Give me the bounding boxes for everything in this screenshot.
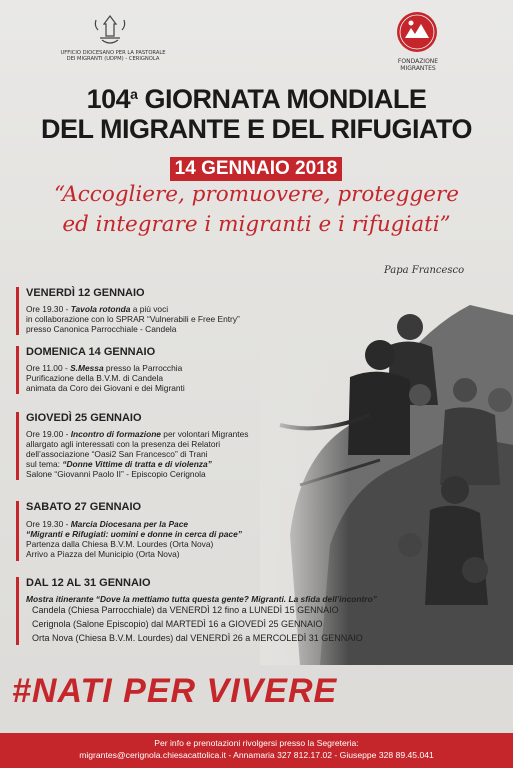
quote-author: Papa Francesco xyxy=(384,265,465,276)
event-line: Purificazione della B.V.M. di Candela xyxy=(26,373,164,383)
event-heading: DAL 12 AL 31 GENNAIO xyxy=(26,577,151,589)
event-line: Ore 19.30 - Tavola rotonda a più voci xyxy=(26,304,169,314)
event-heading: SABATO 27 GENNAIO xyxy=(26,501,142,513)
event-accent-bar xyxy=(16,577,19,645)
diocese-logo-text: UFFICIO DIOCESANO PER LA PASTORALE DEI MIGRANTI (UDPM) - CERIGNOLA xyxy=(60,50,166,62)
event-line: dell’associazione “Oasi2 San Francesco” di Trani xyxy=(26,449,208,459)
diocese-logo-icon xyxy=(90,14,130,48)
event-line: Cerignola (Salone Episcopio) dal MARTEDÌ 16 a GIOVEDÌ 25 GENNAIO xyxy=(32,619,323,629)
event-line: “Migranti e Rifugiati: uomini e donne in cerca di pace” xyxy=(26,529,242,539)
hashtag-slogan: #NATI PER VIVERE xyxy=(12,672,338,710)
event-accent-bar xyxy=(16,501,19,561)
event-line: in collaborazione con lo SPRAR “Vulnerabili e Free Entry” xyxy=(26,314,240,324)
event-heading: GIOVEDÌ 25 GENNAIO xyxy=(26,412,142,424)
event-line: allargato agli interessati con la presenza dei Relatori xyxy=(26,439,221,449)
footer-info-line: Per info e prenotazioni rivolgersi presso la Segreteria: xyxy=(154,738,359,748)
event-line: Candela (Chiesa Parrocchiale) da VENERDÌ 12 fino a LUNEDÌ 15 GENNAIO xyxy=(32,605,339,615)
event-line: Salone “Giovanni Paolo II” - Episcopio Cerignola xyxy=(26,469,206,479)
event-heading: VENERDÌ 12 GENNAIO xyxy=(26,287,145,299)
event-accent-bar xyxy=(16,346,19,394)
date-banner: 14 GENNAIO 2018 xyxy=(170,157,342,181)
migrantes-logo-icon xyxy=(395,10,439,54)
event-accent-bar xyxy=(16,287,19,335)
contact-footer xyxy=(0,733,513,768)
event-line: Partenza dalla Chiesa B.V.M. Lourdes (Orta Nova) xyxy=(26,539,214,549)
event-line: Ore 19.30 - Marcia Diocesana per la Pace xyxy=(26,519,189,529)
event-line: sul tema: “Donne Vittime di tratta e di violenza” xyxy=(26,459,212,469)
event-line: animata da Coro dei Giovani e dei Migranti xyxy=(26,383,185,393)
event-line: Ore 11.00 - S.Messa presso la Parrocchia xyxy=(26,363,183,373)
event-title-line1: 104$^a$ GIORNATA MONDIALE xyxy=(86,84,427,114)
quote-line2: ed integrare i migranti e i rifugiati” xyxy=(62,212,451,237)
footer-contact-line[interactable]: migrantes@cerignola.chiesacattolica.it - Annamaria 327 812.17.02 - Giuseppe 328 89.45.041 xyxy=(79,750,434,760)
event-line: Arrivo a Piazza del Municipio (Orta Nova) xyxy=(26,549,180,559)
event-line: Mostra itinerante “Dove la mettiamo tutta questa gente? Migranti. La sfida dell’incontro” xyxy=(26,594,377,604)
event-accent-bar xyxy=(16,412,19,480)
event-line: Orta Nova (Chiesa B.V.M. Lourdes) dal VENERDÌ 26 a MERCOLEDÌ 31 GENNAIO xyxy=(32,633,363,643)
event-heading: DOMENICA 14 GENNAIO xyxy=(26,346,156,358)
migrantes-logo-text: FONDAZIONE MIGRANTES xyxy=(397,58,439,72)
event-line: Ore 19.00 - Incontro di formazione per volontari Migrantes xyxy=(26,429,249,439)
event-line: presso Canonica Parrocchiale - Candela xyxy=(26,324,177,334)
quote-line1: “Accogliere, promuovere, proteggere xyxy=(54,182,459,207)
event-title-line2: DEL MIGRANTE E DEL RIFUGIATO xyxy=(40,114,473,144)
